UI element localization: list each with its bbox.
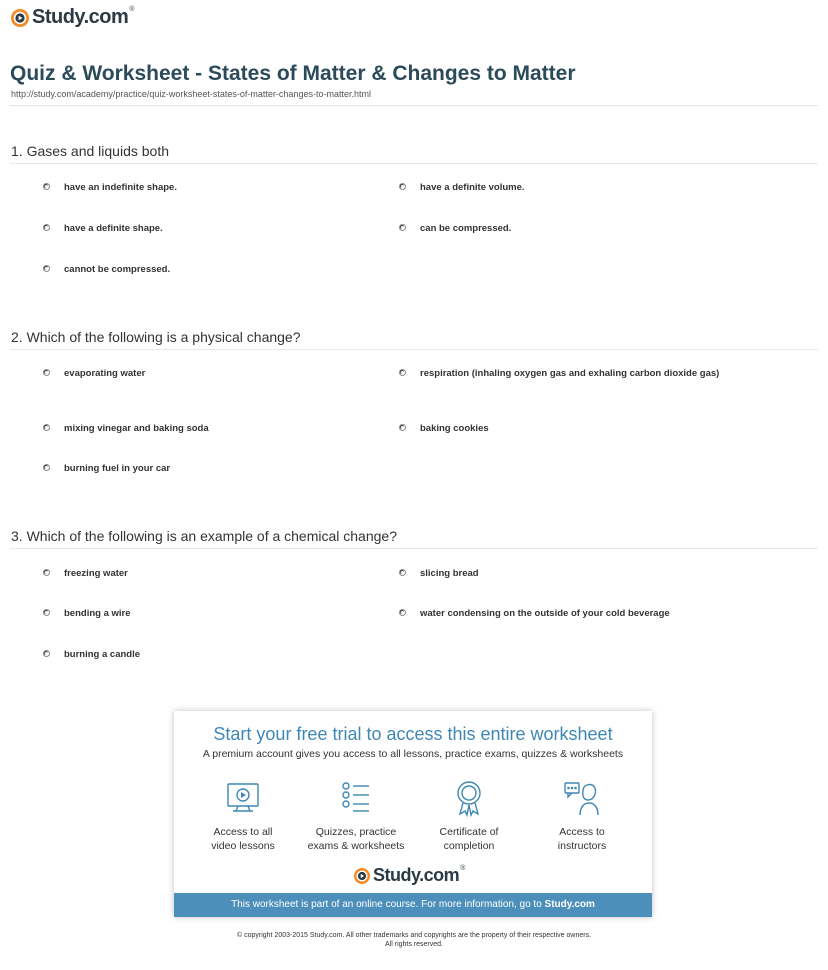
question-divider bbox=[10, 349, 818, 350]
feature-label-line1: Access to all bbox=[213, 826, 273, 838]
answer-label: burning a candle bbox=[64, 649, 141, 660]
question-title: 2. Which of the following is a physical change? bbox=[11, 329, 301, 345]
copyright-footer bbox=[0, 931, 828, 949]
answer-option[interactable] bbox=[399, 567, 739, 581]
play-logo-icon bbox=[11, 9, 29, 27]
answer-option[interactable] bbox=[43, 462, 383, 476]
answer-option[interactable] bbox=[43, 648, 383, 662]
answer-option[interactable] bbox=[399, 222, 739, 236]
promo-subheading: A premium account gives you access to all lessons, practice exams, quizzes & worksheets bbox=[202, 748, 624, 760]
study-link[interactable]: Study.com bbox=[544, 899, 595, 910]
answer-option[interactable] bbox=[399, 181, 739, 195]
radio-button[interactable] bbox=[399, 224, 406, 231]
answer-option[interactable] bbox=[399, 607, 739, 621]
radio-button[interactable] bbox=[43, 265, 50, 272]
answer-label: have a definite shape. bbox=[64, 223, 163, 234]
course-info-bar[interactable] bbox=[174, 893, 652, 917]
quiz-list-icon bbox=[301, 779, 411, 817]
answer-option[interactable] bbox=[43, 222, 383, 236]
radio-button[interactable] bbox=[399, 609, 406, 616]
logo-trademark: ® bbox=[129, 6, 134, 13]
copyright-line: © copyright 2003-2015 Study.com. All other trademarks and copyrights are the property of their respective owners. bbox=[236, 932, 592, 939]
answer-option[interactable] bbox=[43, 567, 383, 581]
feature-label-line1: Certificate of bbox=[439, 826, 499, 838]
feature-video-lessons bbox=[188, 779, 298, 853]
question-divider bbox=[10, 163, 818, 164]
radio-button[interactable] bbox=[43, 650, 50, 657]
answer-label: cannot be compressed. bbox=[64, 264, 171, 275]
title-divider bbox=[10, 105, 818, 106]
feature-label-line2: instructors bbox=[557, 840, 607, 852]
page-title: Quiz & Worksheet - States of Matter & Changes to Matter bbox=[10, 62, 576, 85]
certificate-icon bbox=[414, 779, 524, 817]
radio-button[interactable] bbox=[399, 183, 406, 190]
radio-button[interactable] bbox=[43, 369, 50, 376]
answer-option[interactable] bbox=[43, 263, 383, 277]
play-logo-icon bbox=[354, 868, 370, 884]
rights-line: All rights reserved. bbox=[385, 941, 443, 948]
study-logo[interactable] bbox=[11, 6, 134, 29]
radio-button[interactable] bbox=[399, 424, 406, 431]
feature-quizzes bbox=[301, 779, 411, 853]
question-title: 1. Gases and liquids both bbox=[11, 143, 169, 159]
radio-button[interactable] bbox=[43, 183, 50, 190]
feature-label-line2: exams & worksheets bbox=[307, 840, 405, 852]
answer-label: burning fuel in your car bbox=[64, 463, 171, 474]
answer-label: slicing bread bbox=[420, 568, 479, 579]
feature-label-line2: completion bbox=[443, 840, 495, 852]
answer-option[interactable] bbox=[399, 422, 739, 436]
promo-study-logo[interactable] bbox=[354, 865, 465, 886]
logo-text: Study.com bbox=[32, 6, 129, 28]
answer-label: mixing vinegar and baking soda bbox=[64, 423, 209, 434]
radio-button[interactable] bbox=[43, 224, 50, 231]
answer-label: have a definite volume. bbox=[420, 182, 525, 193]
promo-heading[interactable]: Start your free trial to access this entire worksheet bbox=[213, 724, 613, 744]
answer-label: evaporating water bbox=[64, 368, 146, 379]
answer-option[interactable] bbox=[43, 181, 383, 195]
radio-button[interactable] bbox=[399, 569, 406, 576]
radio-button[interactable] bbox=[43, 569, 50, 576]
answer-label: baking cookies bbox=[420, 423, 489, 434]
answer-label: water condensing on the outside of your cold beverage bbox=[420, 608, 670, 619]
radio-button[interactable] bbox=[43, 464, 50, 471]
radio-button[interactable] bbox=[43, 609, 50, 616]
feature-label-line1: Access to bbox=[559, 826, 605, 838]
feature-label-line2: video lessons bbox=[211, 840, 275, 852]
instructor-icon bbox=[527, 779, 637, 817]
answer-label: have an indefinite shape. bbox=[64, 182, 177, 193]
logo-trademark: ® bbox=[460, 865, 465, 872]
question-divider bbox=[10, 548, 818, 549]
answer-option[interactable] bbox=[43, 422, 383, 436]
feature-label-line1: Quizzes, practice bbox=[315, 826, 397, 838]
answer-label: bending a wire bbox=[64, 608, 131, 619]
course-info-text: This worksheet is part of an online course. For more information, go to bbox=[231, 899, 545, 910]
question-title: 3. Which of the following is an example of a chemical change? bbox=[11, 528, 397, 544]
radio-button[interactable] bbox=[399, 369, 406, 376]
answer-option[interactable] bbox=[399, 367, 739, 381]
feature-instructors bbox=[527, 779, 637, 853]
page-url[interactable]: http://study.com/academy/practice/quiz-worksheet-states-of-matter-changes-to-matter.html bbox=[11, 89, 371, 99]
answer-label: respiration (inhaling oxygen gas and exhaling carbon dioxide gas) bbox=[420, 368, 720, 379]
answer-option[interactable] bbox=[43, 367, 383, 381]
feature-certificate bbox=[414, 779, 524, 853]
answer-label: can be compressed. bbox=[420, 223, 512, 234]
free-trial-promo[interactable] bbox=[174, 711, 652, 917]
video-lesson-icon bbox=[188, 779, 298, 817]
logo-text: Study.com bbox=[373, 865, 460, 885]
answer-option[interactable] bbox=[43, 607, 383, 621]
answer-label: freezing water bbox=[64, 568, 128, 579]
radio-button[interactable] bbox=[43, 424, 50, 431]
